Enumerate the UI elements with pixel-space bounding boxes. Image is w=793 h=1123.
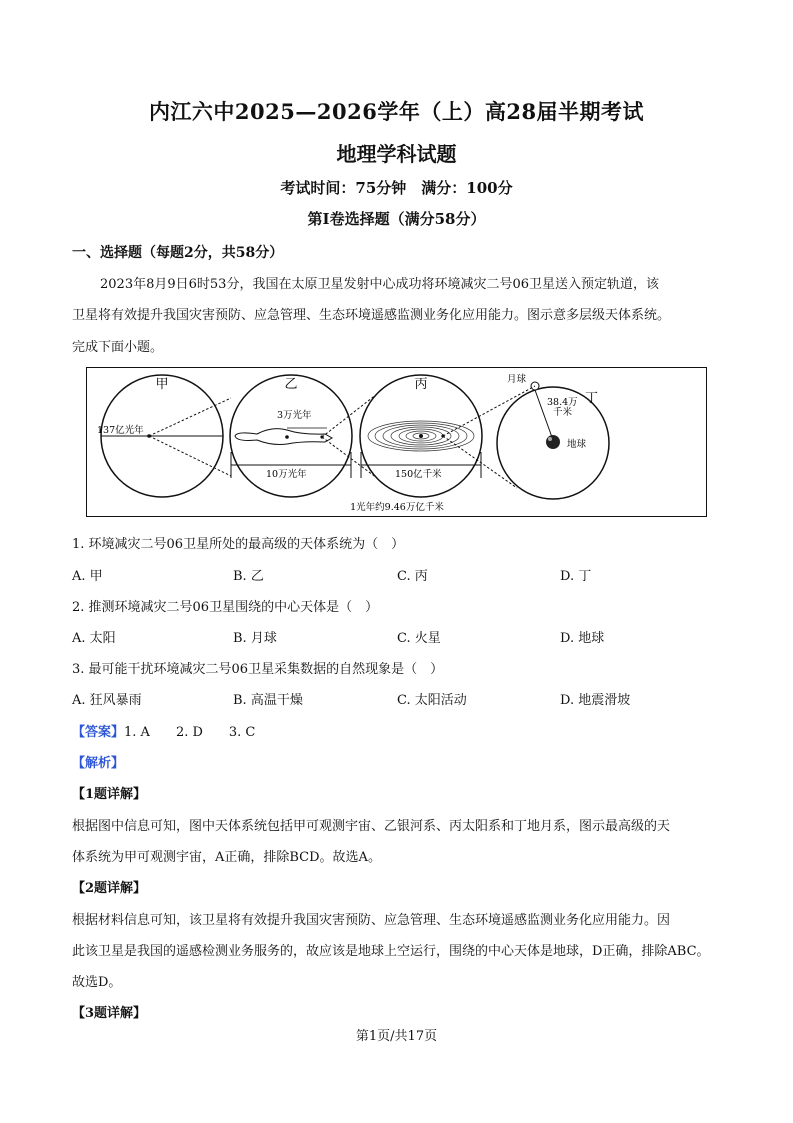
sun-point bbox=[419, 434, 423, 438]
q1-option-d[interactable]: D. 丁 bbox=[560, 569, 592, 584]
answer-line bbox=[72, 721, 743, 740]
question-1: 1. 环境减灾二号06卫星所处的最高级的天体系统为（ ） bbox=[72, 537, 405, 552]
stem-line-3: 完成下面小题。 bbox=[72, 340, 164, 355]
exam-subtitle: 地理学科试题 bbox=[336, 142, 457, 166]
label-bing: 丙 bbox=[414, 377, 428, 392]
analysis-tag: 【解析】 bbox=[72, 756, 125, 771]
earth-dot bbox=[546, 435, 560, 449]
detail-2-line-1: 根据材料信息可知，该卫星将有效提升我国灾害预防、应急管理、生态环境遥感监测业务化应用能力。因 bbox=[72, 913, 671, 928]
exam-info: 考试时间：75分钟 满分：100分 bbox=[280, 179, 513, 197]
distance-label-2: 千米 bbox=[553, 407, 573, 418]
q2-option-b[interactable]: B. 月球 bbox=[233, 631, 277, 646]
yi-core-label: 3万光年 bbox=[277, 410, 312, 421]
label-ding: 丁 bbox=[585, 391, 599, 406]
section-heading: 一、选择题（每题2分，共58分） bbox=[72, 245, 284, 261]
q3-option-d[interactable]: D. 地震滑坡 bbox=[560, 693, 631, 708]
exam-title: 内江六中2025—2026学年（上）高28届半期考试 bbox=[148, 99, 645, 124]
bing-width-label: 150亿千米 bbox=[395, 469, 442, 480]
detail-1-line-1: 根据图中信息可知，图中天体系统包括甲可观测宇宙、乙银河系、丙太阳系和丁地月系，图示最高级的天 bbox=[72, 819, 671, 834]
detail-2-line-2: 此该卫星是我国的遥感检测业务服务的，故应该是地球上空运行，围绕的中心天体是地球，D正确，排除ABC。 bbox=[72, 944, 710, 959]
question-2: 2. 推测环境减灾二号06卫星围绕的中心天体是（ ） bbox=[72, 600, 379, 615]
figure-svg bbox=[87, 368, 708, 518]
galaxy-disk bbox=[235, 429, 332, 445]
moon-label: 月球 bbox=[507, 374, 527, 385]
label-jia: 甲 bbox=[155, 377, 169, 392]
earth-label: 地球 bbox=[567, 439, 587, 450]
distance-label-1: 38.4万 bbox=[547, 397, 578, 408]
q3-option-c[interactable]: C. 太阳活动 bbox=[397, 693, 467, 708]
detail-2-tag: 【2题详解】 bbox=[72, 881, 147, 896]
question-3: 3. 最可能干扰环境减灾二号06卫星采集数据的自然现象是（ ） bbox=[72, 662, 444, 677]
yi-center bbox=[285, 435, 289, 439]
celestial-systems-figure bbox=[86, 367, 707, 517]
q2-option-c[interactable]: C. 火星 bbox=[397, 631, 441, 646]
stem-line-2: 卫星将有效提升我国灾害预防、应急管理、生态环境遥感监测业务化应用能力。图示意多层级天体系统。 bbox=[72, 308, 671, 323]
answer-tag: 【答案】 bbox=[72, 725, 125, 740]
q3-option-a[interactable]: A. 狂风暴雨 bbox=[72, 693, 142, 708]
page-footer: 第1页/共17页 bbox=[355, 1029, 438, 1044]
jia-dimension: 137亿光年 bbox=[97, 425, 144, 436]
detail-3-tag: 【3题详解】 bbox=[72, 1006, 147, 1021]
label-yi: 乙 bbox=[284, 377, 298, 392]
lightyear-note: 1光年约9.46万亿千米 bbox=[350, 502, 444, 513]
stem-line-1: 2023年8月9日6时53分，我国在太原卫星发射中心成功将环境减灾二号06卫星送入预定轨道，该 bbox=[100, 277, 659, 292]
q2-option-d[interactable]: D. 地球 bbox=[560, 631, 605, 646]
detail-1-line-2: 体系统为甲可观测宇宙，A正确，排除BCD。故选A。 bbox=[72, 850, 381, 865]
yi-width-label: 10万光年 bbox=[266, 469, 307, 480]
q3-option-b[interactable]: B. 高温干燥 bbox=[233, 693, 303, 708]
q1-option-a[interactable]: A. 甲 bbox=[72, 569, 103, 584]
detail-2-line-3: 故选D。 bbox=[72, 975, 122, 990]
earth-highlight bbox=[548, 437, 552, 441]
volume-title: 第Ⅰ卷选择题（满分58分） bbox=[307, 210, 486, 228]
q1-option-b[interactable]: B. 乙 bbox=[233, 569, 264, 584]
answer-text: 1. A 2. D 3. C bbox=[124, 725, 256, 740]
detail-1-tag: 【1题详解】 bbox=[72, 787, 147, 802]
q2-option-a[interactable]: A. 太阳 bbox=[72, 631, 116, 646]
q1-option-c[interactable]: C. 丙 bbox=[397, 569, 428, 584]
